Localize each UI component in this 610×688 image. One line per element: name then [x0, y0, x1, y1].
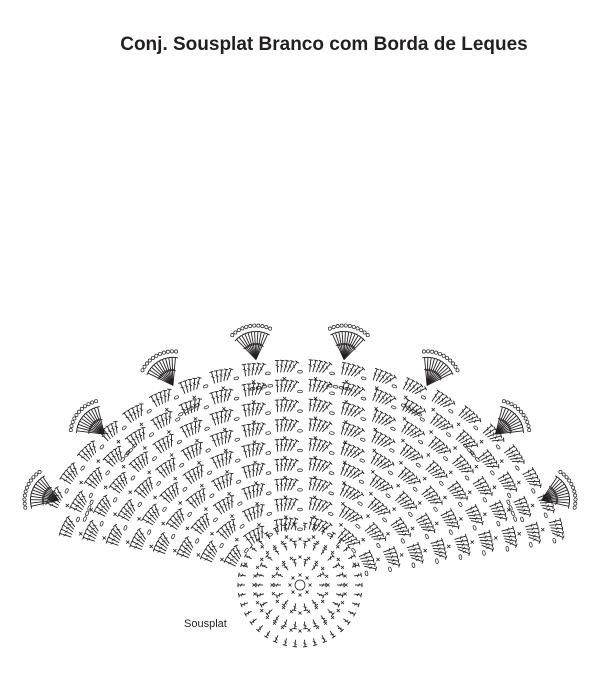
diagram-caption: Sousplat: [184, 618, 227, 630]
fan-border: [23, 324, 577, 522]
page-title: Conj. Sousplat Branco com Borda de Leques: [0, 34, 610, 56]
